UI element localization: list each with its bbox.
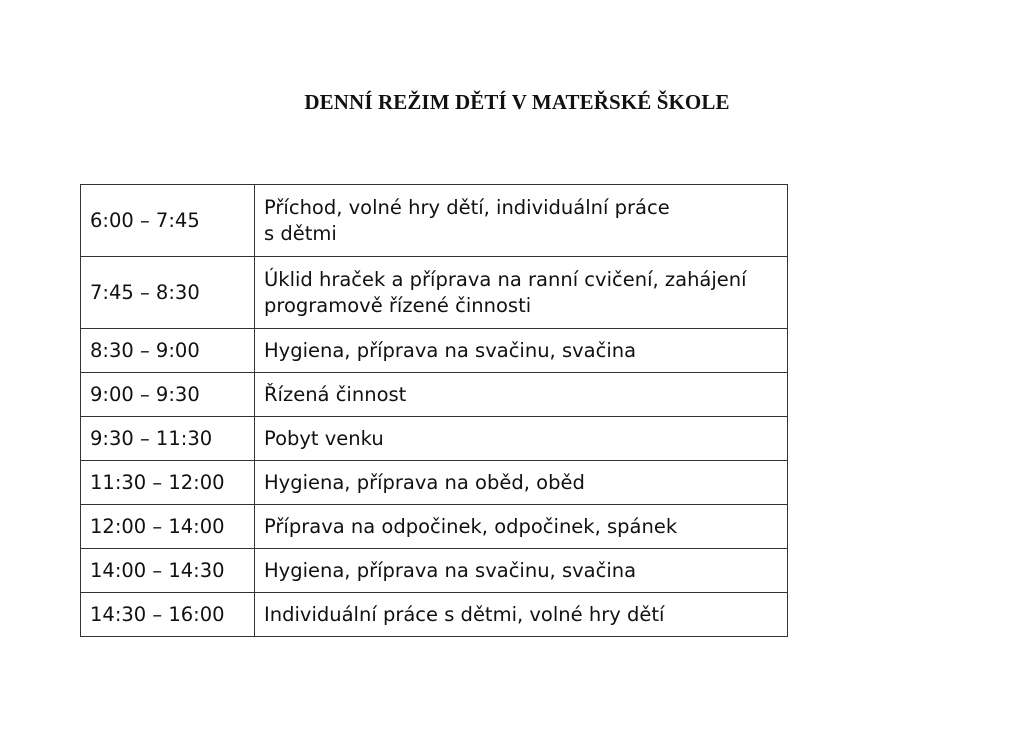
activity-cell: Individuální práce s dětmi, volné hry dětí	[255, 593, 788, 637]
time-cell: 12:00 – 14:00	[81, 505, 255, 549]
table-row	[81, 417, 788, 461]
table-row	[81, 593, 788, 637]
table-row	[81, 505, 788, 549]
table-row	[81, 329, 788, 373]
activity-cell: Řízená činnost	[255, 373, 788, 417]
activity-cell: Hygiena, příprava na svačinu, svačina	[255, 329, 788, 373]
time-cell: 14:30 – 16:00	[81, 593, 255, 637]
time-cell: 9:00 – 9:30	[81, 373, 255, 417]
activity-cell: Pobyt venku	[255, 417, 788, 461]
time-cell: 9:30 – 11:30	[81, 417, 255, 461]
table-row	[81, 461, 788, 505]
table-row	[81, 373, 788, 417]
time-cell: 14:00 – 14:30	[81, 549, 255, 593]
activity-cell: Příprava na odpočinek, odpočinek, spánek	[255, 505, 788, 549]
table-row	[81, 257, 788, 329]
activity-cell: Hygiena, příprava na svačinu, svačina	[255, 549, 788, 593]
time-cell: 8:30 – 9:00	[81, 329, 255, 373]
activity-cell: Hygiena, příprava na oběd, oběd	[255, 461, 788, 505]
time-cell: 6:00 – 7:45	[81, 185, 255, 257]
table-row	[81, 549, 788, 593]
table-row	[81, 185, 788, 257]
time-cell: 11:30 – 12:00	[81, 461, 255, 505]
activity-cell: Příchod, volné hry dětí, individuální práce s dětmi	[255, 185, 788, 257]
page-title: DENNÍ REŽIM DĚTÍ V MATEŘSKÉ ŠKOLE	[304, 90, 730, 114]
time-cell: 7:45 – 8:30	[81, 257, 255, 329]
activity-cell: Úklid hraček a příprava na ranní cvičení, zahájení programově řízené činnosti	[255, 257, 788, 329]
schedule-table	[80, 184, 788, 637]
